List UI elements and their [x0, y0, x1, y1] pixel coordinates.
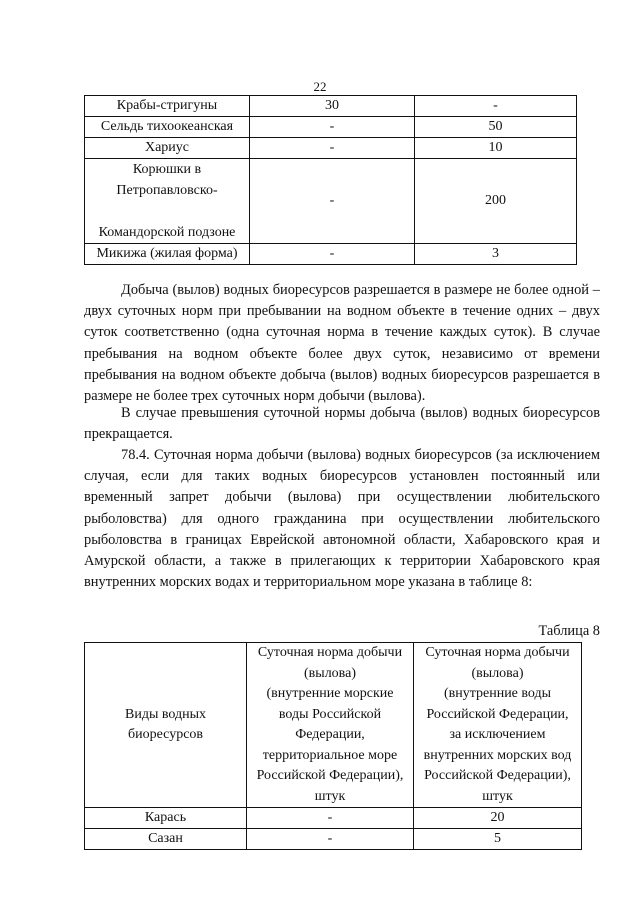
species-cell: Крабы-стригуны: [85, 96, 250, 117]
table-row: [85, 138, 577, 159]
header-line: за исключением: [449, 727, 546, 742]
header-line: биоресурсов: [127, 727, 204, 742]
norm-cell: 10: [415, 138, 577, 159]
header-line: Суточная норма добычи: [425, 645, 570, 660]
header-line: территориальное море: [262, 747, 398, 763]
header-line: штук: [314, 788, 346, 804]
norm-cell: -: [250, 138, 415, 159]
header-line: штук: [482, 788, 513, 804]
norm-cell: -: [250, 159, 415, 244]
table-row: [85, 829, 582, 850]
norm-cell: -: [247, 829, 414, 850]
header-line: воды Российской: [278, 706, 382, 722]
species-cell: Микижа (жилая форма): [85, 244, 250, 265]
norm-cell: 20: [414, 808, 582, 829]
norm-cell: 50: [415, 117, 577, 138]
header-line: Российской Федерации,: [426, 706, 569, 722]
header-line: Виды водных: [125, 706, 206, 722]
table-caption: Таблица 8: [538, 623, 600, 639]
norm-cell: 30: [250, 96, 415, 117]
table-row: [85, 808, 582, 829]
norm-cell: 200: [415, 159, 577, 244]
norm-cell: 5: [414, 829, 582, 850]
header-line: (внутренние воды: [443, 686, 552, 701]
header-line: (вылова): [471, 665, 524, 681]
header-norm-inland: [414, 643, 582, 808]
norm-cell: -: [415, 96, 577, 117]
header-line: (вылова): [304, 665, 356, 681]
header-line: (внутренние морские: [266, 686, 394, 701]
page-number: 22: [313, 79, 327, 94]
header-line: Российской Федерации),: [424, 768, 571, 783]
table-row: [85, 117, 577, 138]
species-cell: Сазан: [85, 829, 247, 850]
header-norm-sea: [247, 643, 414, 808]
paragraph-norms-stay: [84, 280, 600, 407]
species-cell: Сельдь тихоокеанская: [85, 117, 250, 138]
header-line: Федерации,: [295, 727, 365, 742]
norm-cell: -: [247, 808, 414, 829]
table-row: [85, 96, 577, 117]
paragraph-78-4: [84, 445, 600, 593]
norm-cell: -: [250, 117, 415, 138]
species-line: Корюшки в: [132, 162, 202, 177]
paragraph-excess: [84, 403, 600, 445]
species-cell: Карась: [85, 808, 247, 829]
table-8: [84, 642, 582, 850]
header-line: внутренних морских вод: [423, 747, 572, 763]
table-header-row: [85, 643, 582, 808]
paragraph-text: 78.4. Суточная норма добычи (вылова) водных биоресурсов (за исключением случая, если для таких водных биоресурсов установлен постоянный или временный запрет добычи (вылова) при осуществлении любительского рыболовства) для одного гражданина при осуществлении любительского рыболовства в границах Еврейской автономной области, Хабаровского края и Амурской области, а также в прилегающих к территории Хабаровского края внутренних морских водах и территориальном море указана в таблице 8:: [84, 447, 600, 591]
norm-cell: 3: [415, 244, 577, 265]
table-row: [85, 159, 577, 244]
header-line: Суточная норма добычи: [257, 645, 403, 660]
table-row: [85, 244, 577, 265]
header-line: Российской Федерации),: [256, 768, 404, 783]
fish-norms-table-continued: [84, 95, 577, 265]
paragraph-text: В случае превышения суточной нормы добыча (вылов) водных биоресурсов прекращается.: [84, 405, 600, 443]
norm-cell: -: [250, 244, 415, 265]
species-line: Командорской подзоне: [98, 225, 236, 240]
species-line: Петропавловско-: [116, 183, 218, 198]
species-cell: Хариус: [85, 138, 250, 159]
paragraph-text: Добыча (вылов) водных биоресурсов разрешается в размере не более одной – двух суточных норм при пребывании на водном объекте в течение одних – двух суток соответственно (одна суточная норма в течение каждых суток). В случае пребывания на водном объекте более двух суток, независимо от времени пребывания на водном объекте добыча (вылов) водных биоресурсов разрешается в размере не более трех суточных норм добычи (вылова).: [84, 282, 600, 405]
species-cell: [85, 159, 250, 244]
header-species: [85, 643, 247, 808]
